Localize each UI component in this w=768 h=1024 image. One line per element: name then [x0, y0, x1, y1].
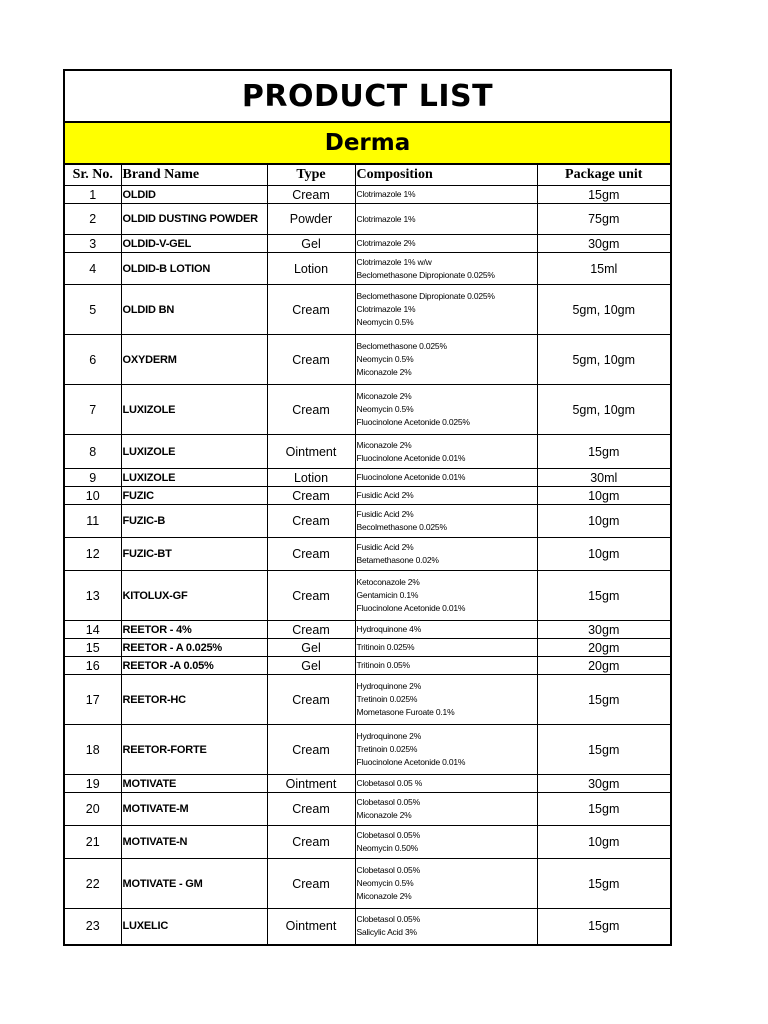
composition-cell	[355, 775, 537, 793]
composition-line: Neomycin 0.5%	[356, 317, 414, 327]
type-cell: Cream	[267, 725, 355, 775]
composition-line: Clotrimazole 2%	[356, 238, 416, 248]
sr-no-cell: 23	[65, 909, 121, 944]
type-cell: Cream	[267, 621, 355, 639]
sr-no-cell: 20	[65, 793, 121, 826]
type-cell: Cream	[267, 571, 355, 621]
composition-line: Tritinoin 0.05%	[356, 660, 410, 670]
type-cell: Lotion	[267, 253, 355, 285]
composition-line: Clobetasol 0.05%	[356, 914, 420, 925]
table-row	[65, 385, 670, 435]
table-row	[65, 657, 670, 675]
package-unit-cell: 15gm	[537, 909, 670, 944]
type-cell: Lotion	[267, 469, 355, 487]
package-unit-cell: 10gm	[537, 505, 670, 538]
brand-name-cell: MOTIVATE - GM	[121, 859, 267, 909]
composition-line: Miconazole 2%	[356, 439, 412, 450]
brand-name-cell: OLDID BN	[121, 285, 267, 335]
brand-name-cell: MOTIVATE-M	[121, 793, 267, 826]
composition-cell	[355, 435, 537, 469]
table-row	[65, 826, 670, 859]
brand-name-cell: REETOR-HC	[121, 675, 267, 725]
sr-no-cell: 11	[65, 505, 121, 538]
brand-name-cell: LUXELIC	[121, 909, 267, 944]
sr-no-cell: 5	[65, 285, 121, 335]
composition-cell	[355, 335, 537, 385]
sr-no-cell: 13	[65, 571, 121, 621]
table-row	[65, 435, 670, 469]
composition-line: Neomycin 0.5%	[356, 878, 414, 888]
table-row	[65, 235, 670, 253]
product-table	[65, 164, 670, 944]
composition-line: Clobetasol 0.05 %	[356, 778, 423, 788]
composition-cell	[355, 469, 537, 487]
package-unit-cell: 15gm	[537, 675, 670, 725]
package-unit-cell: 75gm	[537, 204, 670, 235]
brand-name-cell: LUXIZOLE	[121, 385, 267, 435]
composition-cell	[355, 621, 537, 639]
type-cell: Cream	[267, 385, 355, 435]
sr-no-cell: 8	[65, 435, 121, 469]
composition-line: Mometasone Furoate 0.1%	[356, 707, 455, 717]
header-brand-name: Brand Name	[121, 165, 267, 186]
composition-line: Fluocinolone Acetonide 0.01%	[356, 757, 466, 767]
section-header: Derma	[65, 123, 670, 164]
table-row	[65, 621, 670, 639]
composition-line: Beclomethasone 0.025%	[356, 341, 447, 351]
sr-no-cell: 12	[65, 538, 121, 571]
package-unit-cell: 15gm	[537, 435, 670, 469]
brand-name-cell: OLDID-B LOTION	[121, 253, 267, 285]
package-unit-cell: 30gm	[537, 235, 670, 253]
type-cell: Cream	[267, 826, 355, 859]
brand-name-cell: FUZIC	[121, 487, 267, 505]
composition-cell	[355, 725, 537, 775]
composition-line: Clotrimazole 1%	[356, 304, 416, 314]
composition-line: Fluocinolone Acetonide 0.01%	[356, 603, 466, 613]
type-cell: Cream	[267, 859, 355, 909]
package-unit-cell: 5gm, 10gm	[537, 285, 670, 335]
table-row	[65, 639, 670, 657]
composition-line: Clobetasol 0.05%	[356, 865, 420, 875]
composition-cell	[355, 487, 537, 505]
sr-no-cell: 18	[65, 725, 121, 775]
composition-cell	[355, 235, 537, 253]
type-cell: Gel	[267, 639, 355, 657]
composition-cell	[355, 253, 537, 285]
sr-no-cell: 2	[65, 204, 121, 235]
brand-name-cell: OLDID-V-GEL	[121, 235, 267, 253]
composition-line: Becolmethasone 0.025%	[356, 522, 447, 532]
composition-line: Ketoconazole 2%	[356, 577, 420, 587]
composition-line: Fusidic Acid 2%	[356, 542, 414, 552]
sr-no-cell: 9	[65, 469, 121, 487]
sr-no-cell: 10	[65, 487, 121, 505]
sr-no-cell: 21	[65, 826, 121, 859]
sr-no-cell: 17	[65, 675, 121, 725]
composition-line: Neomycin 0.5%	[356, 354, 414, 364]
package-unit-cell: 15gm	[537, 571, 670, 621]
composition-line: Fusidic Acid 2%	[356, 490, 414, 500]
brand-name-cell: FUZIC-B	[121, 505, 267, 538]
table-row	[65, 285, 670, 335]
table-row	[65, 538, 670, 571]
table-row	[65, 335, 670, 385]
sr-no-cell: 1	[65, 186, 121, 204]
brand-name-cell: REETOR - A 0.025%	[121, 639, 267, 657]
composition-line: Clotrimazole 1%	[356, 213, 416, 224]
package-unit-cell: 30gm	[537, 621, 670, 639]
brand-name-cell: OXYDERM	[121, 335, 267, 385]
table-row	[65, 675, 670, 725]
composition-line: Miconazole 2%	[356, 891, 412, 901]
package-unit-cell: 20gm	[537, 657, 670, 675]
sr-no-cell: 19	[65, 775, 121, 793]
composition-line: Beclomethasone Dipropionate 0.025%	[356, 269, 495, 280]
brand-name-cell: LUXIZOLE	[121, 469, 267, 487]
sr-no-cell: 22	[65, 859, 121, 909]
composition-line: Miconazole 2%	[356, 810, 412, 820]
table-row	[65, 253, 670, 285]
package-unit-cell: 5gm, 10gm	[537, 385, 670, 435]
composition-line: Clobetasol 0.05%	[356, 830, 420, 840]
composition-cell	[355, 859, 537, 909]
brand-name-cell: OLDID	[121, 186, 267, 204]
table-row	[65, 909, 670, 944]
type-cell: Cream	[267, 335, 355, 385]
composition-line: Miconazole 2%	[356, 391, 412, 401]
type-cell: Cream	[267, 675, 355, 725]
table-header-row	[65, 165, 670, 186]
composition-cell	[355, 538, 537, 571]
brand-name-cell: MOTIVATE	[121, 775, 267, 793]
brand-name-cell: MOTIVATE-N	[121, 826, 267, 859]
type-cell: Ointment	[267, 435, 355, 469]
composition-cell	[355, 826, 537, 859]
sr-no-cell: 7	[65, 385, 121, 435]
sr-no-cell: 4	[65, 253, 121, 285]
type-cell: Gel	[267, 235, 355, 253]
type-cell: Cream	[267, 793, 355, 826]
composition-line: Beclomethasone Dipropionate 0.025%	[356, 291, 495, 301]
table-row	[65, 571, 670, 621]
composition-cell	[355, 657, 537, 675]
composition-cell	[355, 909, 537, 944]
composition-cell	[355, 675, 537, 725]
composition-line: Gentamicin 0.1%	[356, 590, 419, 600]
package-unit-cell: 10gm	[537, 826, 670, 859]
composition-line: Fluocinolone Acetonide 0.01%	[356, 452, 466, 463]
composition-line: Clotrimazole 1% w/w	[356, 256, 432, 267]
composition-line: Salicylic Acid 3%	[356, 927, 417, 938]
brand-name-cell: REETOR -A 0.05%	[121, 657, 267, 675]
table-row	[65, 469, 670, 487]
product-list-sheet	[63, 69, 672, 946]
composition-cell	[355, 186, 537, 204]
composition-cell	[355, 385, 537, 435]
composition-line: Clobetasol 0.05%	[356, 797, 420, 807]
package-unit-cell: 30ml	[537, 469, 670, 487]
table-row	[65, 859, 670, 909]
composition-line: Hydroquinone 2%	[356, 731, 422, 741]
composition-line: Neomycin 0.5%	[356, 404, 414, 414]
composition-line: Fluocinolone Acetonide 0.01%	[356, 472, 466, 482]
composition-line: Tritinoin 0.025%	[356, 642, 415, 652]
type-cell: Cream	[267, 538, 355, 571]
composition-cell	[355, 285, 537, 335]
composition-line: Hydroquinone 4%	[356, 624, 422, 634]
composition-cell	[355, 639, 537, 657]
table-row	[65, 793, 670, 826]
sr-no-cell: 16	[65, 657, 121, 675]
type-cell: Ointment	[267, 909, 355, 944]
sr-no-cell: 15	[65, 639, 121, 657]
package-unit-cell: 5gm, 10gm	[537, 335, 670, 385]
composition-line: Betamethasone 0.02%	[356, 555, 439, 565]
brand-name-cell: KITOLUX-GF	[121, 571, 267, 621]
table-row	[65, 775, 670, 793]
table-body	[65, 186, 670, 944]
sr-no-cell: 3	[65, 235, 121, 253]
header-package-unit: Package unit	[537, 165, 670, 186]
composition-line: Fusidic Acid 2%	[356, 509, 414, 519]
package-unit-cell: 15gm	[537, 793, 670, 826]
table-row	[65, 725, 670, 775]
brand-name-cell: OLDID DUSTING POWDER	[121, 204, 267, 235]
header-composition: Composition	[355, 165, 537, 186]
package-unit-cell: 10gm	[537, 487, 670, 505]
composition-line: Fluocinolone Acetonide 0.025%	[356, 417, 470, 427]
table-row	[65, 186, 670, 204]
type-cell: Cream	[267, 487, 355, 505]
type-cell: Cream	[267, 186, 355, 204]
composition-line: Tretinoin 0.025%	[356, 744, 418, 754]
type-cell: Ointment	[267, 775, 355, 793]
package-unit-cell: 15gm	[537, 859, 670, 909]
sr-no-cell: 14	[65, 621, 121, 639]
brand-name-cell: FUZIC-BT	[121, 538, 267, 571]
composition-cell	[355, 793, 537, 826]
page-title: PRODUCT LIST	[65, 71, 670, 123]
type-cell: Gel	[267, 657, 355, 675]
package-unit-cell: 20gm	[537, 639, 670, 657]
composition-line: Hydroquinone 2%	[356, 681, 422, 691]
composition-line: Tretinoin 0.025%	[356, 694, 418, 704]
header-type: Type	[267, 165, 355, 186]
table-row	[65, 487, 670, 505]
package-unit-cell: 10gm	[537, 538, 670, 571]
type-cell: Cream	[267, 285, 355, 335]
type-cell: Cream	[267, 505, 355, 538]
package-unit-cell: 15ml	[537, 253, 670, 285]
brand-name-cell: LUXIZOLE	[121, 435, 267, 469]
package-unit-cell: 15gm	[537, 186, 670, 204]
brand-name-cell: REETOR-FORTE	[121, 725, 267, 775]
package-unit-cell: 15gm	[537, 725, 670, 775]
package-unit-cell: 30gm	[537, 775, 670, 793]
table-row	[65, 204, 670, 235]
header-sr-no: Sr. No.	[65, 165, 121, 186]
type-cell: Powder	[267, 204, 355, 235]
brand-name-cell: REETOR - 4%	[121, 621, 267, 639]
sr-no-cell: 6	[65, 335, 121, 385]
composition-cell	[355, 505, 537, 538]
table-row	[65, 505, 670, 538]
composition-cell	[355, 571, 537, 621]
composition-cell	[355, 204, 537, 235]
composition-line: Clotrimazole 1%	[356, 189, 416, 199]
composition-line: Neomycin 0.50%	[356, 843, 418, 853]
composition-line: Miconazole 2%	[356, 367, 412, 377]
